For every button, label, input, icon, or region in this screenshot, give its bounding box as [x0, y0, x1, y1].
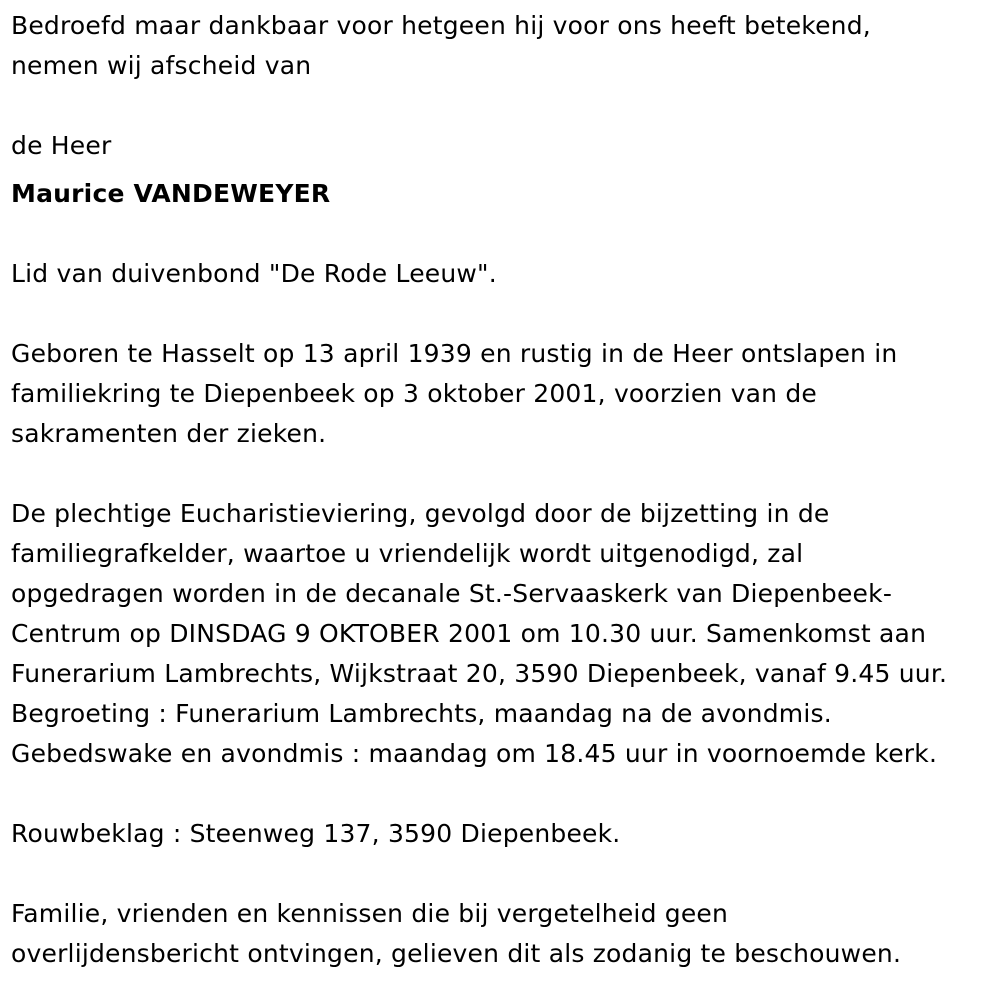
ceremony-line: Gebedswake en avondmis : maandag om 18.45 uur in voornoemde kerk. [11, 739, 938, 768]
spacer [11, 294, 996, 334]
membership-text: Lid van duivenbond "De Rode Leeuw". [11, 259, 497, 288]
ceremony-paragraph [11, 494, 996, 774]
intro-paragraph [11, 6, 996, 86]
spacer [11, 86, 996, 126]
deceased-name: Maurice VANDEWEYER [11, 179, 331, 208]
closing-line: Familie, vrienden en kennissen die bij vergetelheid geen [11, 899, 729, 928]
closing-line: overlijdensbericht ontvingen, gelieven dit als zodanig te beschouwen. [11, 939, 902, 968]
spacer [11, 854, 996, 894]
ceremony-line: Funerarium Lambrechts, Wijkstraat 20, 3590 Diepenbeek, vanaf 9.45 uur. [11, 659, 948, 688]
spacer [11, 166, 996, 174]
spacer [11, 774, 996, 814]
birth-death-line: sakramenten der zieken. [11, 419, 327, 448]
honorific: de Heer [11, 131, 112, 160]
intro-line: Bedroefd maar dankbaar voor hetgeen hij voor ons heeft betekend, [11, 11, 871, 40]
obituary-notice [11, 6, 996, 974]
spacer [11, 214, 996, 254]
ceremony-line: opgedragen worden in de decanale St.-Servaaskerk van Diepenbeek- [11, 579, 893, 608]
birth-death-paragraph [11, 334, 996, 454]
spacer [11, 454, 996, 494]
birth-death-line: familiekring te Diepenbeek op 3 oktober 2001, voorzien van de [11, 379, 817, 408]
ceremony-line: De plechtige Eucharistieviering, gevolgd door de bijzetting in de [11, 499, 830, 528]
closing-paragraph [11, 894, 996, 974]
condolence-address: Rouwbeklag : Steenweg 137, 3590 Diepenbeek. [11, 819, 621, 848]
intro-line: nemen wij afscheid van [11, 51, 312, 80]
birth-death-line: Geboren te Hasselt op 13 april 1939 en rustig in de Heer ontslapen in [11, 339, 898, 368]
ceremony-line: familiegrafkelder, waartoe u vriendelijk wordt uitgenodigd, zal [11, 539, 804, 568]
ceremony-line: Begroeting : Funerarium Lambrechts, maandag na de avondmis. [11, 699, 832, 728]
ceremony-line: Centrum op DINSDAG 9 OKTOBER 2001 om 10.30 uur. Samenkomst aan [11, 619, 927, 648]
